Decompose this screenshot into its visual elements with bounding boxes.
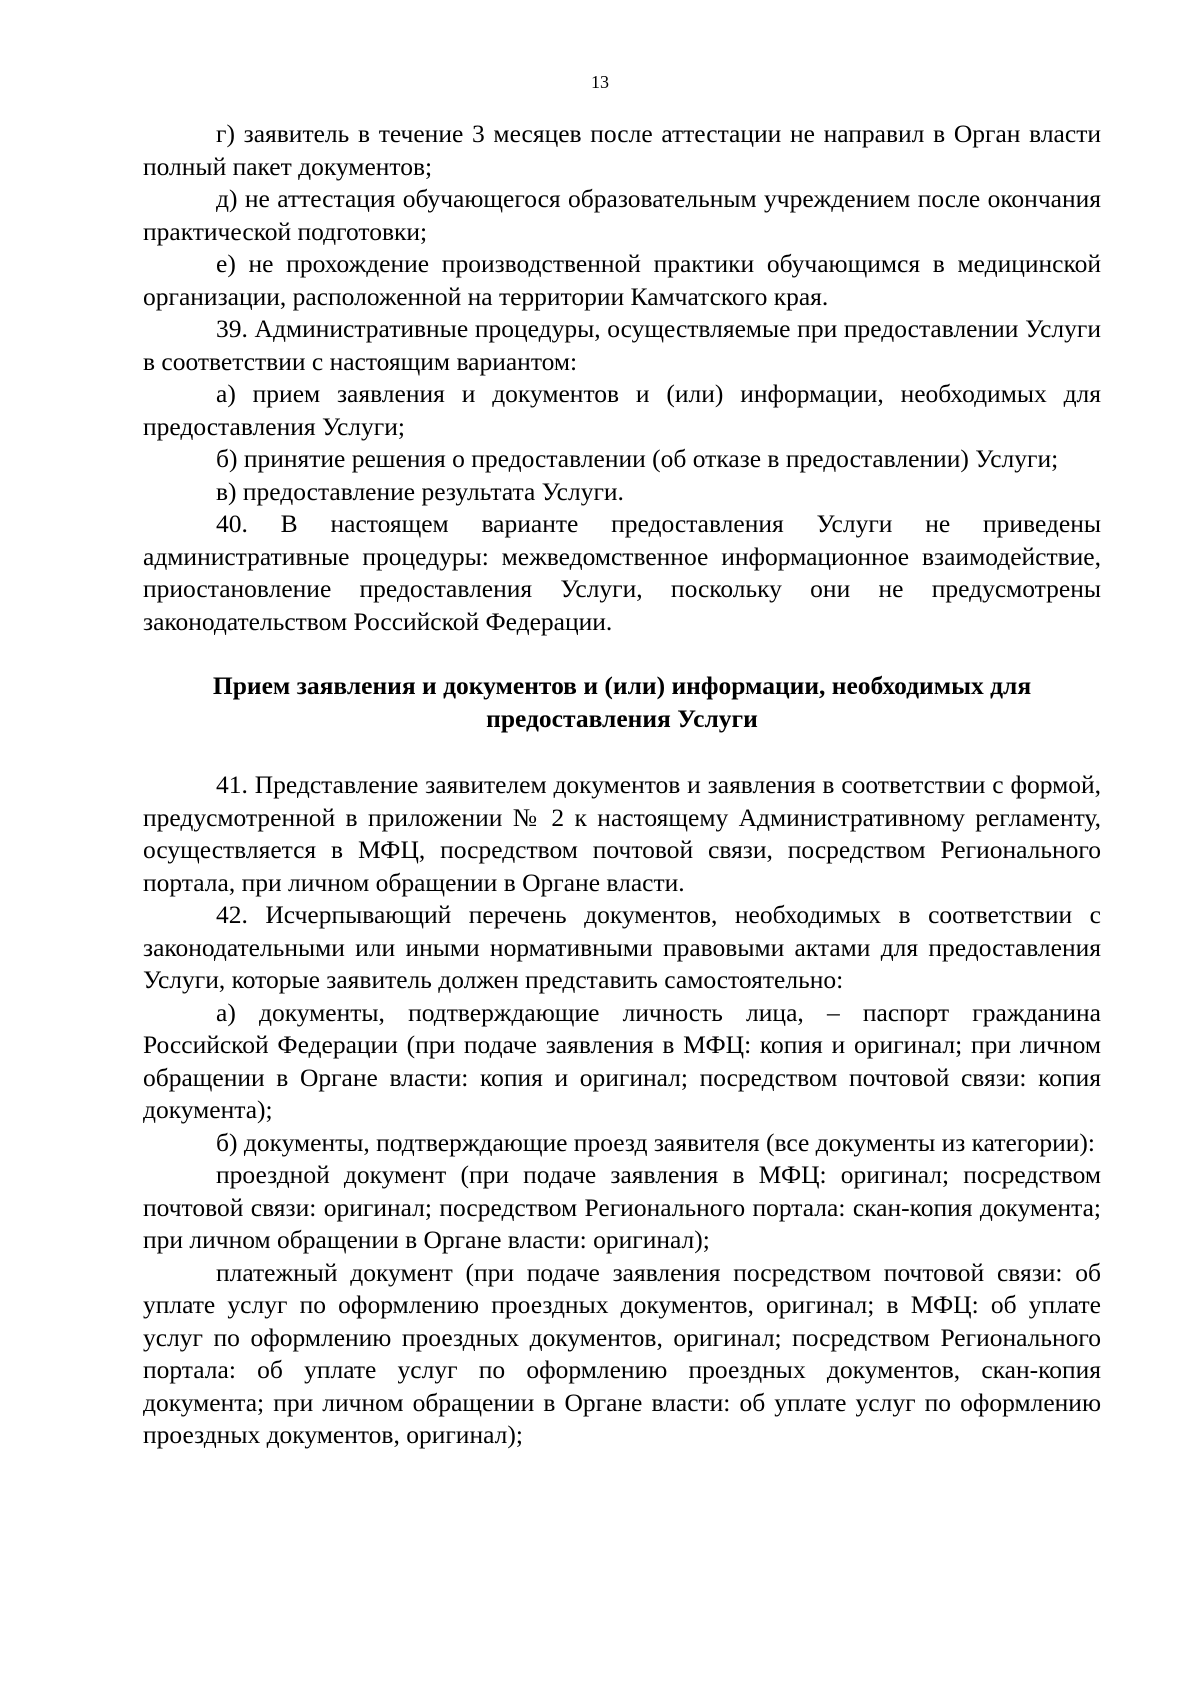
paragraph-item-e: е) не прохождение производственной практики обучающимся в медицинской организации, расположенной на территории Камчатского края.	[143, 249, 1101, 311]
paragraph-42-b: б) документы, подтверждающие проезд заявителя (все документы из категории):	[216, 1127, 1095, 1157]
paragraph-travel-document: проездной документ (при подаче заявления в МФЦ: оригинал; посредством почтовой связи: оригинал; посредством Регионального портала: скан-копия документа; при личном обращении в Органе власти: оригинал);	[143, 1160, 1101, 1254]
section-heading-line-1: Прием заявления и документов и (или) информации, необходимых для	[212, 671, 1032, 700]
page-number: 13	[591, 72, 609, 92]
document-body	[143, 118, 1101, 1452]
paragraph-41: 41. Представление заявителем документов и заявления в соответствии с формой, предусмотренной в приложении № 2 к настоящему Административному регламенту, осуществляется в МФЦ, посредством почтовой связи, посредством Регионального портала, при личном обращении в Органе власти.	[143, 770, 1101, 897]
paragraph-item-d: д) не аттестация обучающегося образовательным учреждением после окончания практической подготовки;	[143, 184, 1101, 246]
paragraph-42: 42. Исчерпывающий перечень документов, необходимых в соответствии с законодательными или иными нормативными правовыми актами для предоставления Услуги, которые заявитель должен представить самостоятельно:	[143, 900, 1101, 994]
section-heading-line-2: предоставления Услуги	[486, 703, 758, 733]
paragraph-40: 40. В настоящем варианте предоставления Услуги не приведены административные процедуры: межведомственное информационное взаимодействие, приостановление предоставления Услуги, поскольку они не предусмотрены законодательством Российской Федерации.	[143, 509, 1101, 636]
paragraph-payment-document: платежный документ (при подаче заявления посредством почтовой связи: об уплате услуг по оформлению проездных документов, оригинал; в МФЦ: об уплате услуг по оформлению проездных документов, оригинал; посредством Регионального портала: об уплате услуг по оформлению проездных документов, скан-копия документа; при личном обращении в Органе власти: об уплате услуг по оформлению проездных документов, оригинал);	[143, 1257, 1101, 1449]
paragraph-42-a: а) документы, подтверждающие личность лица, – паспорт гражданина Российской Федерации (при подаче заявления в МФЦ: копия и оригинал; при личном обращении в Органе власти: копия и оригинал; посредством почтовой связи: копия документа);	[143, 997, 1101, 1124]
paragraph-39: 39. Административные процедуры, осуществляемые при предоставлении Услуги в соответствии с настоящим вариантом:	[143, 314, 1101, 376]
paragraph-39-b: б) принятие решения о предоставлении (об отказе в предоставлении) Услуги;	[216, 444, 1059, 473]
section-heading	[143, 670, 1101, 735]
paragraph-39-a: а) прием заявления и документов и (или) информации, необходимых для предоставления Услуги;	[143, 379, 1101, 441]
paragraph-item-g: г) заявитель в течение 3 месяцев после аттестации не направил в Орган власти полный пакет документов;	[143, 119, 1101, 181]
paragraph-39-v: в) предоставление результата Услуги.	[216, 476, 624, 506]
